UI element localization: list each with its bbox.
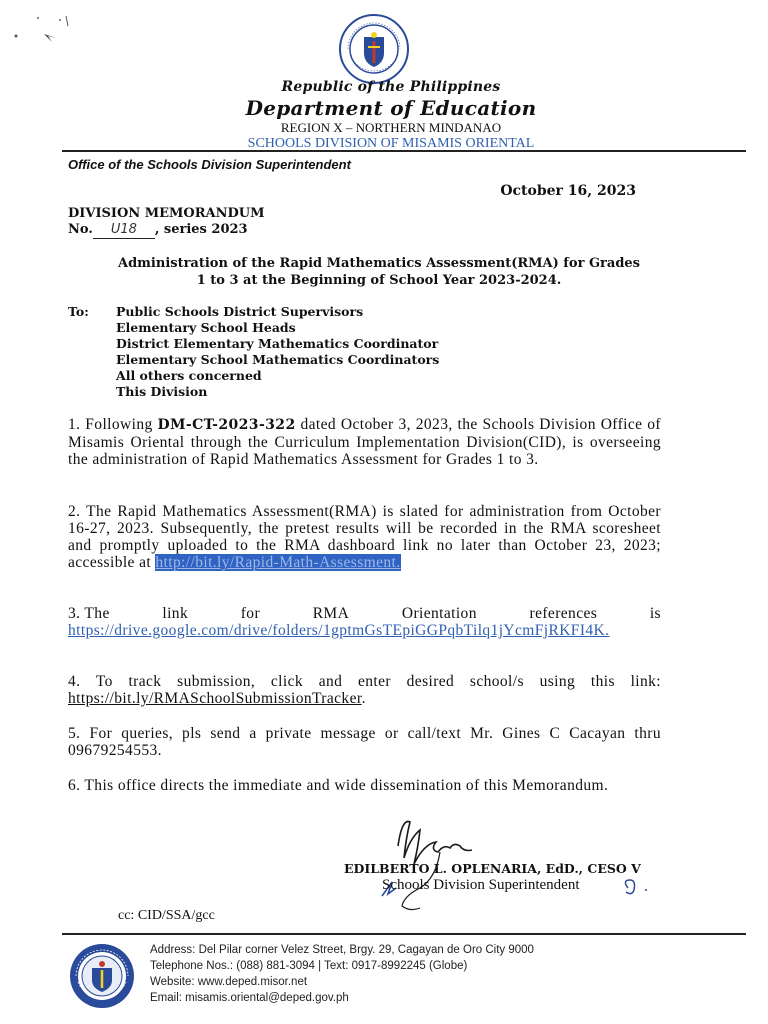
paragraph-1 [68, 416, 661, 468]
p4-end: . [361, 690, 366, 707]
division-seal-icon [68, 942, 136, 1010]
p3-first-line [68, 605, 661, 622]
p3-word: 3. The [68, 605, 110, 622]
footer-divider [62, 933, 746, 935]
paragraph-3 [68, 605, 661, 639]
recipient-item: All others concerned [116, 368, 262, 383]
p1-reference: DM-CT-2023-322 [157, 417, 296, 433]
subject-line-2: 1 to 3 at the Beginning of School Year 2023-2024. [196, 273, 562, 288]
to-label: To: [68, 304, 89, 319]
carbon-copy: cc: CID/SSA/gcc [118, 908, 215, 923]
paragraph-6 [68, 777, 661, 794]
paragraph-4 [68, 673, 661, 707]
initial-mark [620, 878, 650, 898]
orientation-references-link[interactable]: https://drive.google.com/drive/folders/1gptmGsTEpiGGPqbTilq1jYcmFjRKFI4K. [68, 622, 610, 639]
letterhead [0, 78, 768, 152]
p3-link-line [68, 622, 661, 639]
republic-text: Republic of the Philippines [281, 79, 501, 95]
recipient-item: Public Schools District Supervisors [116, 304, 364, 319]
memo-series: , series 2023 [154, 222, 248, 237]
deped-seal-icon [338, 13, 410, 85]
footer-website[interactable]: Website: www.deped.misor.net [150, 976, 308, 988]
p3-word: RMA [312, 605, 350, 622]
rma-dashboard-link[interactable]: http://bit.ly/Rapid-Math-Assessment. [155, 554, 401, 571]
region-text: REGION X – NORTHERN MINDANAO [280, 120, 502, 135]
memo-date: October 16, 2023 [500, 183, 636, 199]
header-divider [62, 150, 746, 152]
subject-line-1: Administration of the Rapid Mathematics Assessment(RMA) for Grades [118, 256, 640, 271]
memo-number-line [68, 221, 248, 239]
p3-word: is [649, 605, 661, 622]
footer-contact [150, 942, 534, 1006]
p5-body: 5. For queries, pls send a private message or call/text Mr. Gines C Cacayan thru 09679254553. [68, 725, 661, 759]
paragraph-2 [68, 503, 661, 571]
submission-tracker-link[interactable]: https://bit.ly/RMASchoolSubmissionTracker [68, 690, 362, 707]
p3-word: Orientation [401, 605, 477, 622]
department-name: Department of Education [245, 96, 537, 120]
signer-title: Schools Division Superintendent [382, 877, 580, 893]
footer-email[interactable]: Email: misamis.oriental@deped.gov.ph [150, 992, 349, 1004]
p3-word: for [240, 605, 261, 622]
paragraph-5 [68, 725, 661, 759]
footer-address: Address: Del Pilar corner Velez Street, Brgy. 29, Cagayan de Oro City 9000 [150, 944, 534, 956]
signer-name: EDILBERTO L. OPLENARIA, EdD., CESO V [344, 861, 641, 876]
office-heading: Office of the Schools Division Superintendent [68, 157, 351, 172]
recipient-item: Elementary School Mathematics Coordinators [116, 352, 440, 367]
recipient-item: District Elementary Mathematics Coordinator [116, 336, 439, 351]
recipient-item: Elementary School Heads [116, 320, 296, 335]
memo-subject [68, 255, 690, 289]
memo-no-prefix: No. [68, 222, 93, 237]
p6-body: 6. This office directs the immediate and wide dissemination of this Memorandum. [68, 777, 609, 794]
division-name: SCHOOLS DIVISION OF MISAMIS ORIENTAL [247, 136, 535, 151]
p1-lead: 1. Following [68, 416, 158, 433]
p4-body: 4. To track submission, click and enter desired school/s using this link: [68, 673, 661, 690]
p3-word: references [529, 605, 598, 622]
p3-word: link [162, 605, 189, 622]
recipients-list [116, 304, 439, 400]
memo-number: U18 [93, 221, 155, 239]
p2-body: 2. The Rapid Mathematics Assessment(RMA) is slated for administration from October 16-27, 2023. Subsequently, the pretest results will be recorded in the RMA scoresheet and promptly uploaded to the RMA dashboard link no later than October 23, 2023; accessible at [68, 503, 661, 571]
scan-speck-mark [8, 12, 78, 52]
memo-title: DIVISION MEMORANDUM [68, 206, 265, 221]
p1-body: dated October 3, 2023, the Schools Division Office of Misamis Oriental through the Curriculum Implementation Division(CID), is overseeing the administration of Rapid Mathematics Assessment for Grades 1 to 3. [68, 416, 661, 468]
recipient-item: This Division [116, 384, 208, 399]
footer-telephone: Telephone Nos.: (088) 881-3094 | Text: 0917-8992245 (Globe) [150, 960, 468, 972]
